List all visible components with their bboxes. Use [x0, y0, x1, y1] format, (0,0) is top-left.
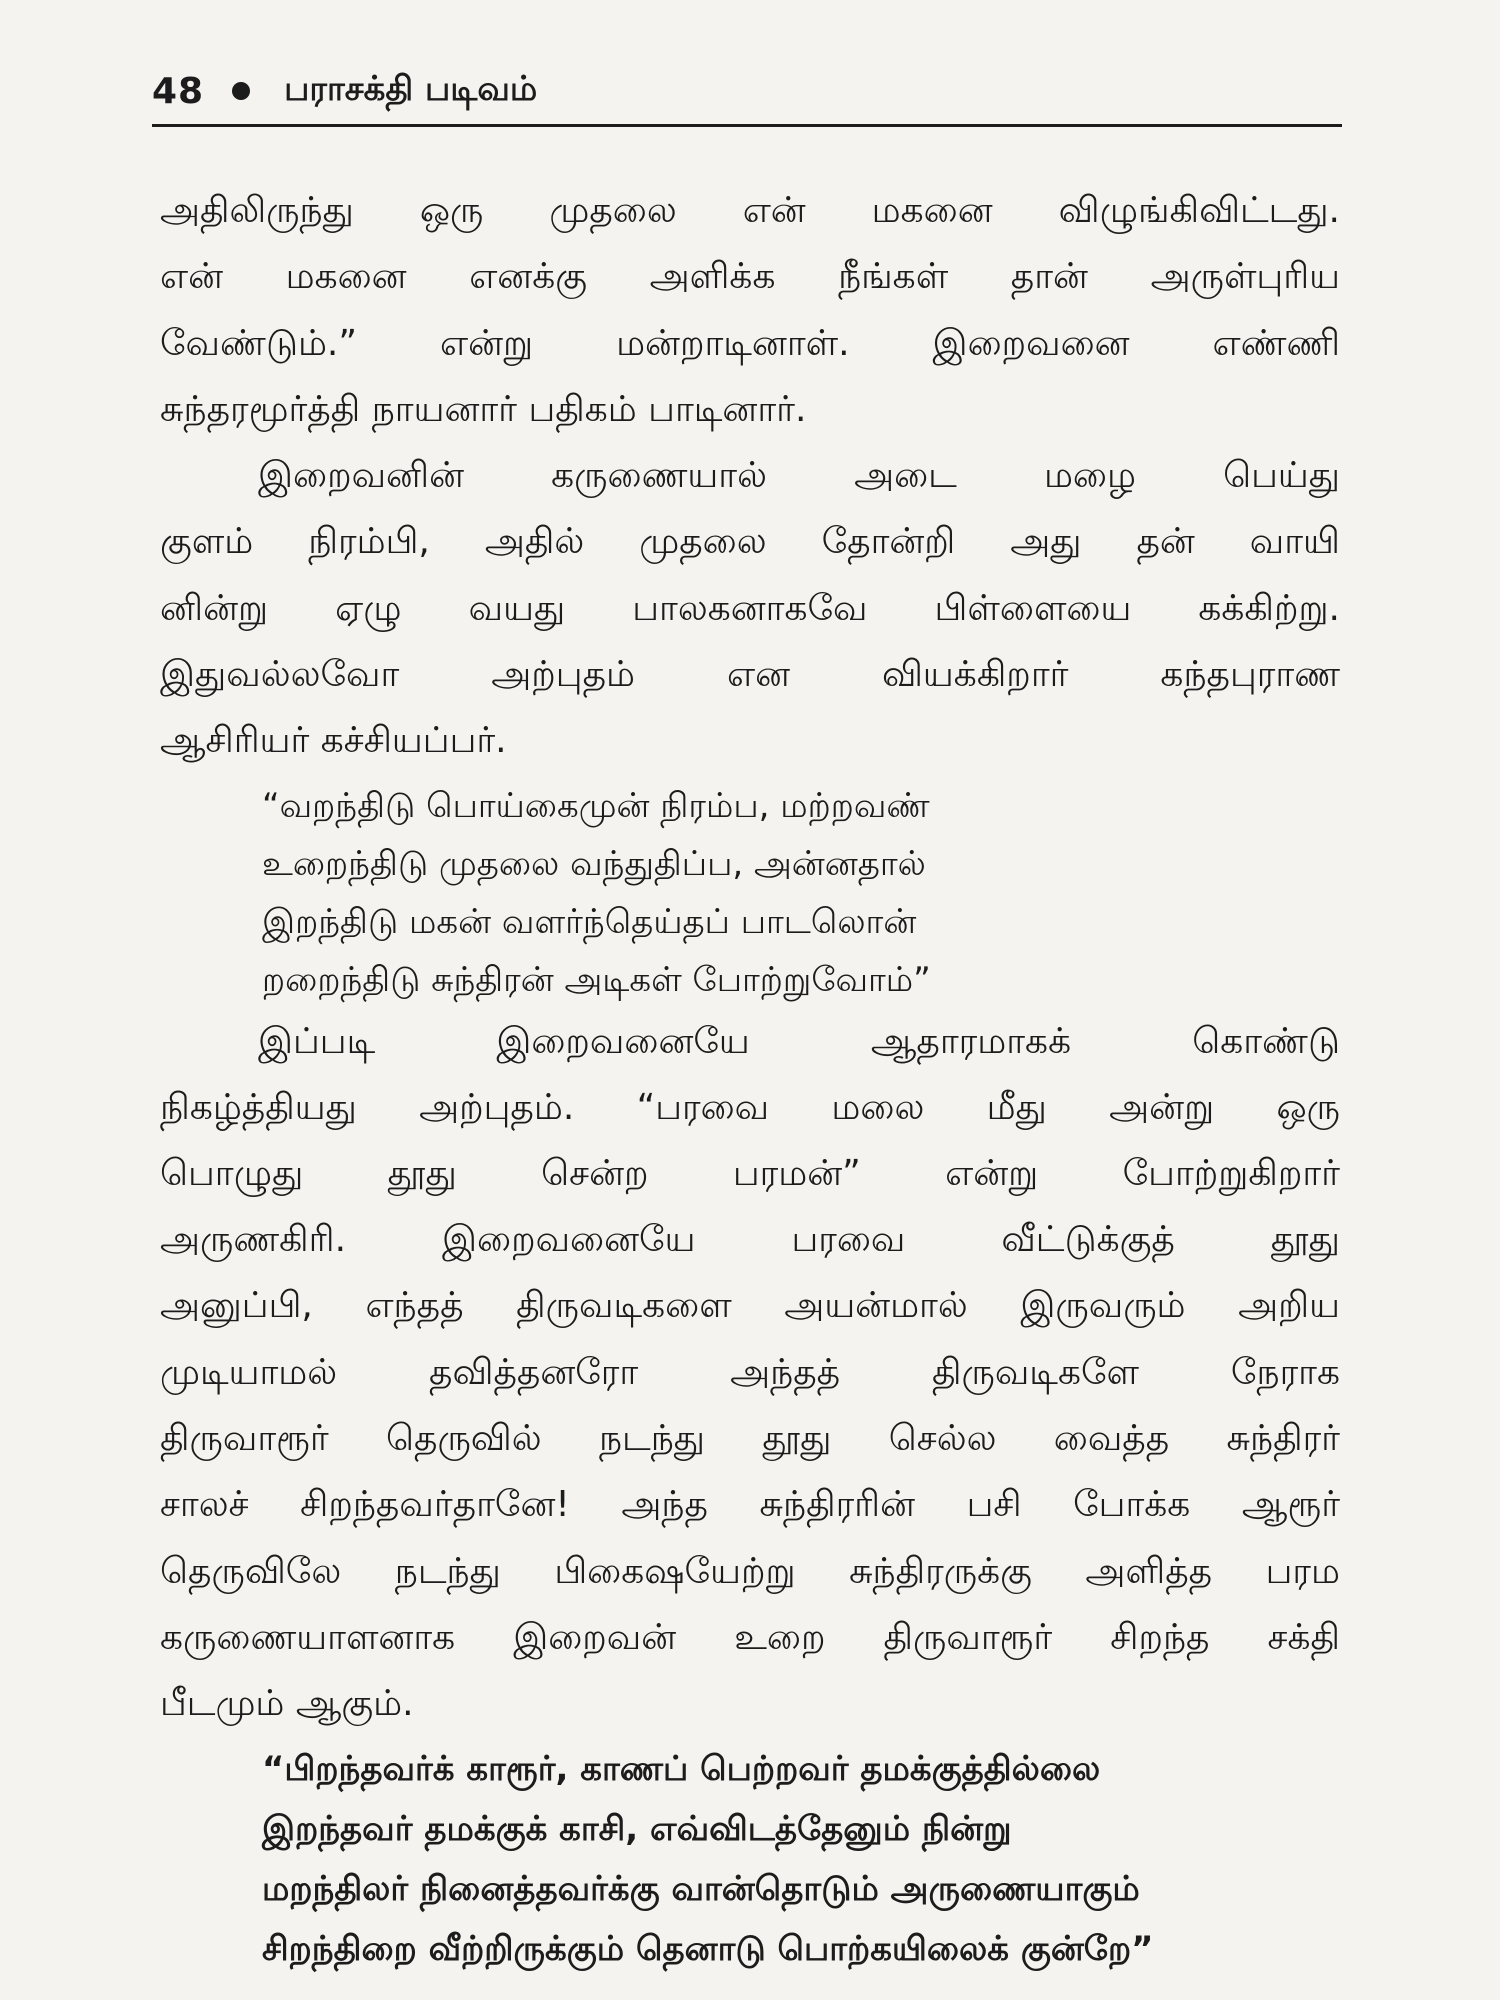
paragraph-line: இப்படி இறைவனையே ஆதாரமாகக் கொண்டு	[258, 1021, 1340, 1062]
verse-line: றறைந்திடு சுந்திரன் அடிகள் போற்றுவோம்”	[262, 960, 931, 1000]
bullet-icon	[232, 82, 250, 100]
paragraph-line: அனுப்பி, எந்தத் திருவடிகளை அயன்மால் இருவரும் அறிய	[160, 1285, 1340, 1326]
paragraph-line: இதுவல்லவோ அற்புதம் என வியக்கிறார் கந்தபுராண	[160, 654, 1340, 695]
verse-line: இறந்தவர் தமக்குக் காசி, எவ்விடத்தேனும் நின்று	[262, 1809, 1012, 1849]
paragraph-line: அதிலிருந்து ஒரு முதலை என் மகனை விழுங்கிவிட்டது.	[160, 190, 1340, 231]
header-rule	[152, 124, 1342, 127]
page-header	[152, 56, 1342, 126]
paragraph-line: அருணகிரி. இறைவனையே பரவை வீட்டுக்குத் தூது	[160, 1219, 1340, 1260]
page-number: 48	[152, 70, 205, 112]
paragraph-line: தெருவிலே நடந்து பிகைஷயேற்று சுந்திரருக்கு அளித்த பரம	[160, 1551, 1340, 1592]
paragraph-line: பீடமும் ஆகும்.	[160, 1683, 414, 1724]
verse-line: “வறந்திடு பொய்கைமுன் நிரம்ப, மற்றவண்	[262, 786, 930, 826]
verse-line: இறந்திடு மகன் வளர்ந்தெய்தப் பாடலொன்	[262, 902, 917, 942]
running-title: பராசக்தி படிவம்	[284, 69, 538, 109]
paragraph-line: னின்று ஏழு வயது பாலகனாகவே பிள்ளையை கக்கிற்று.	[160, 588, 1340, 629]
paragraph-line: என் மகனை எனக்கு அளிக்க நீங்கள் தான் அருள்புரிய	[160, 256, 1340, 297]
paragraph-line: திருவாரூர் தெருவில் நடந்து தூது செல்ல வைத்த சுந்திரர்	[160, 1418, 1340, 1459]
verse-line: சிறந்திறை வீற்றிருக்கும் தெனாடு பொற்கயிலைக் குன்றே”	[262, 1929, 1154, 1969]
paragraph-line: சாலச் சிறந்தவர்தானே! அந்த சுந்திரரின் பசி போக்க ஆரூர்	[160, 1484, 1340, 1525]
paragraph-line: ஆசிரியர் கச்சியப்பர்.	[160, 720, 507, 761]
paragraph-line: வேண்டும்.” என்று மன்றாடினாள். இறைவனை எண்ணி	[160, 323, 1340, 364]
verse-line: “பிறந்தவர்க் காரூர், காணப் பெற்றவர் தமக்குத்தில்லை	[262, 1749, 1101, 1789]
paragraph-line: கருணையாளனாக இறைவன் உறை திருவாரூர் சிறந்த சக்தி	[160, 1617, 1340, 1658]
paragraph-line: முடியாமல் தவித்தனரோ அந்தத் திருவடிகளே நேராக	[160, 1352, 1340, 1393]
paragraph-line: நிகழ்த்தியது அற்புதம். “பரவை மலை மீது அன்று ஒரு	[160, 1087, 1340, 1128]
paragraph-line: பொழுது தூது சென்ற பரமன்” என்று போற்றுகிறார்	[160, 1153, 1340, 1194]
verse-line: மறந்திலர் நினைத்தவர்க்கு வான்தொடும் அருணையாகும்	[262, 1869, 1140, 1909]
paragraph-line: சுந்தரமூர்த்தி நாயனார் பதிகம் பாடினார்.	[160, 389, 807, 430]
paragraph-line: குளம் நிரம்பி, அதில் முதலை தோன்றி அது தன் வாயி	[160, 521, 1340, 562]
verse-line: உறைந்திடு முதலை வந்துதிப்ப, அன்னதால்	[262, 844, 926, 884]
paragraph-line: இறைவனின் கருணையால் அடை மழை பெய்து	[258, 455, 1340, 496]
